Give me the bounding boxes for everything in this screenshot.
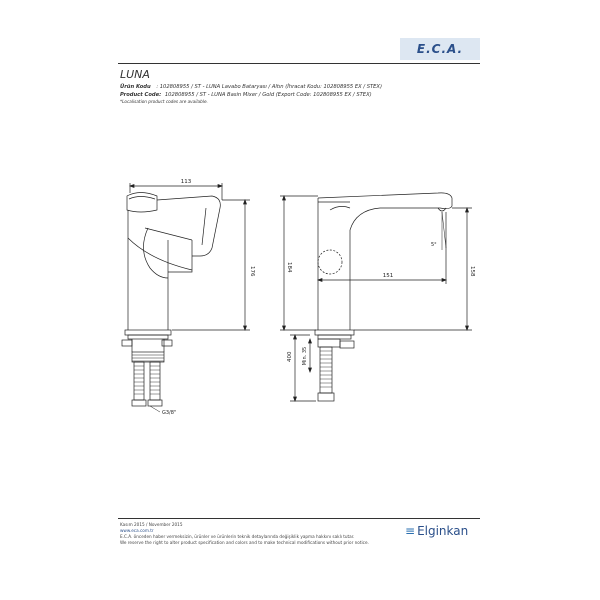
elginkan-brand-text: Elginkan [417,524,469,538]
footer-divider [118,518,480,519]
dim-spout-reach: 151 [382,273,394,279]
side-view [122,179,255,416]
product-code-en-label: Product Code: [120,92,162,98]
product-code-tr-label: Ürün Kodu [120,84,151,90]
elginkan-brand [405,524,468,538]
footer-url[interactable]: www.eca.com.tr [120,528,154,533]
dim-hose-min: Min. 35 [302,346,308,366]
footer-notice-tr: E.C.A. önceden haber vermeksizin, ürünler ve ürünlerin teknik detaylarında değişiklik yapma hakkını saklı tutar. [120,534,355,539]
dim-height-right-outer: 184 [286,262,292,273]
dim-height-left: 176 [249,266,255,277]
product-code-en-value: 102808955 / ST - LUNA Basin Mixer / Gold (Export Code: 102808955 EX / STEX) [164,92,372,98]
model-name: LUNA [120,68,150,81]
product-code-tr-value: : 102808955 / ST - LUNA Lavabo Bataryası / Altın (İhracat Kodu: 102808955 EX / STEX) [156,84,383,90]
dim-hose-length: 400 [287,351,293,362]
front-view [280,193,475,401]
localisation-note: *Localisation product codes are available. [120,99,208,104]
dim-height-right-inner: 158 [469,266,475,277]
dim-angle: 5° [431,242,437,248]
footer-notice-en: We reserve the right to alter product specification and colors and to make technical modifications without prior notice. [120,540,369,545]
elginkan-logo-icon: ≡ [405,524,416,538]
footer-date: Kasım 2015 / November 2015 [120,522,183,527]
dim-width-top: 113 [180,179,192,185]
eca-logo: E.C.A. [400,38,480,60]
dim-thread: G3/8" [162,410,177,416]
